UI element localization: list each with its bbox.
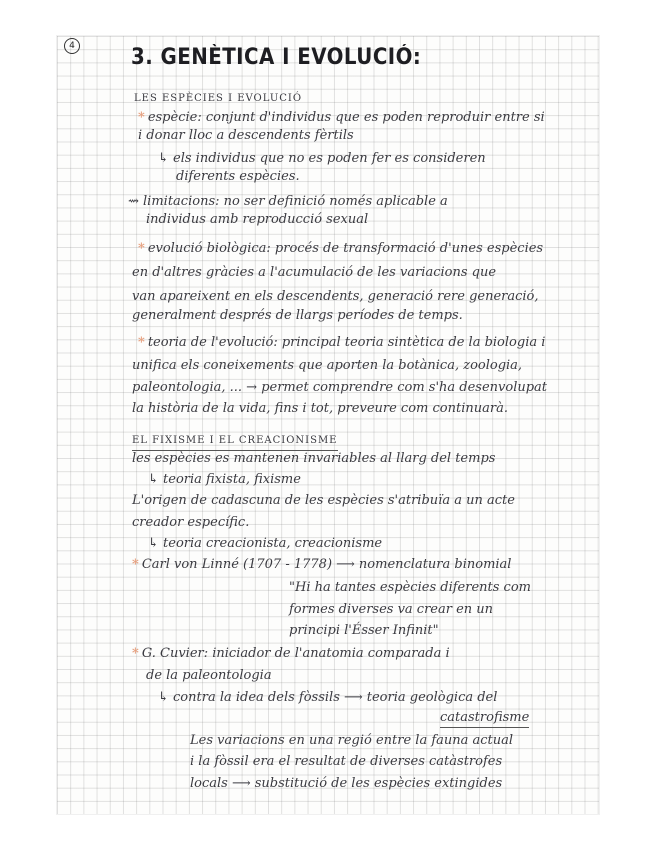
note-line: diferents espècies. xyxy=(176,169,300,184)
note-line: ↳ teoria creacionista, creacionisme xyxy=(148,536,383,551)
note-line xyxy=(138,241,543,257)
quote-line: "Hi ha tantes espècies diferents com xyxy=(289,580,531,595)
note-line xyxy=(138,110,545,126)
note-text: Carl von Linné (1707 - 1778) ⟶ nomenclatura binomial xyxy=(141,557,512,572)
note-line: les espècies es mantenen invariables al llarg del temps xyxy=(132,451,496,466)
bullet-mark: * xyxy=(138,241,145,256)
note-line: i donar lloc a descendents fèrtils xyxy=(138,128,354,143)
note-line: ↳ els individus que no es poden fer es consideren xyxy=(158,151,486,166)
note-line: de la paleontologia xyxy=(146,668,272,683)
section-heading-fixisme: EL FIXISME I EL CREACIONISME xyxy=(132,433,338,451)
page-number: 4 xyxy=(64,38,80,54)
note-line xyxy=(138,335,545,351)
note-line xyxy=(132,646,450,662)
bullet-mark: * xyxy=(138,110,145,125)
note-line: creador específic. xyxy=(132,515,250,530)
note-line: i la fòssil era el resultat de diverses catàstrofes xyxy=(190,754,503,769)
quote-line: formes diverses va crear en un xyxy=(289,602,494,617)
note-text: G. Cuvier: iniciador de l'anatomia comparada i xyxy=(141,646,450,661)
bullet-mark: * xyxy=(132,557,139,572)
page-title: 3. GENÈTICA I EVOLUCIÓ: xyxy=(131,45,422,70)
note-line: ↳ teoria fixista, fixisme xyxy=(148,472,301,487)
note-line: L'origen de cadascuna de les espècies s'atribuïa a un acte xyxy=(132,493,515,508)
note-line: Les variacions en una regió entre la fauna actual xyxy=(190,733,514,748)
note-line: la història de la vida, fins i tot, preveure com continuarà. xyxy=(132,401,508,416)
quote-line: principi l'Ésser Infinit" xyxy=(289,623,439,638)
note-line xyxy=(132,557,511,573)
note-line: paleontologia, ... → permet comprendre com s'ha desenvolupat xyxy=(132,380,548,395)
note-line: generalment després de llargs períodes de temps. xyxy=(132,308,463,323)
note-line: ⇝ limitacions: no ser definició només aplicable a xyxy=(128,194,448,209)
note-line: individus amb reproducció sexual xyxy=(146,212,369,227)
bullet-mark: * xyxy=(138,335,145,350)
note-line: unifica els coneixements que aporten la botànica, zoologia, xyxy=(132,358,523,373)
note-text: teoria de l'evolució: principal teoria sintètica de la biologia i xyxy=(147,335,546,350)
note-text: evolució biològica: procés de transformació d'unes espècies xyxy=(147,241,544,256)
note-line-underlined: catastrofisme xyxy=(440,710,529,728)
section-heading-especies: LES ESPÈCIES I EVOLUCIÓ xyxy=(134,93,303,104)
note-line: ↳ contra la idea dels fòssils ⟶ teoria geològica del xyxy=(158,690,498,705)
note-line: van apareixent en els descendents, generació rere generació, xyxy=(132,289,539,304)
bullet-mark: * xyxy=(132,646,139,661)
note-line: locals ⟶ substitució de les espècies extingides xyxy=(190,776,503,791)
note-line: en d'altres gràcies a l'acumulació de les variacions que xyxy=(132,265,497,280)
note-text: espècie: conjunt d'individus que es poden reproduir entre si xyxy=(147,110,545,125)
